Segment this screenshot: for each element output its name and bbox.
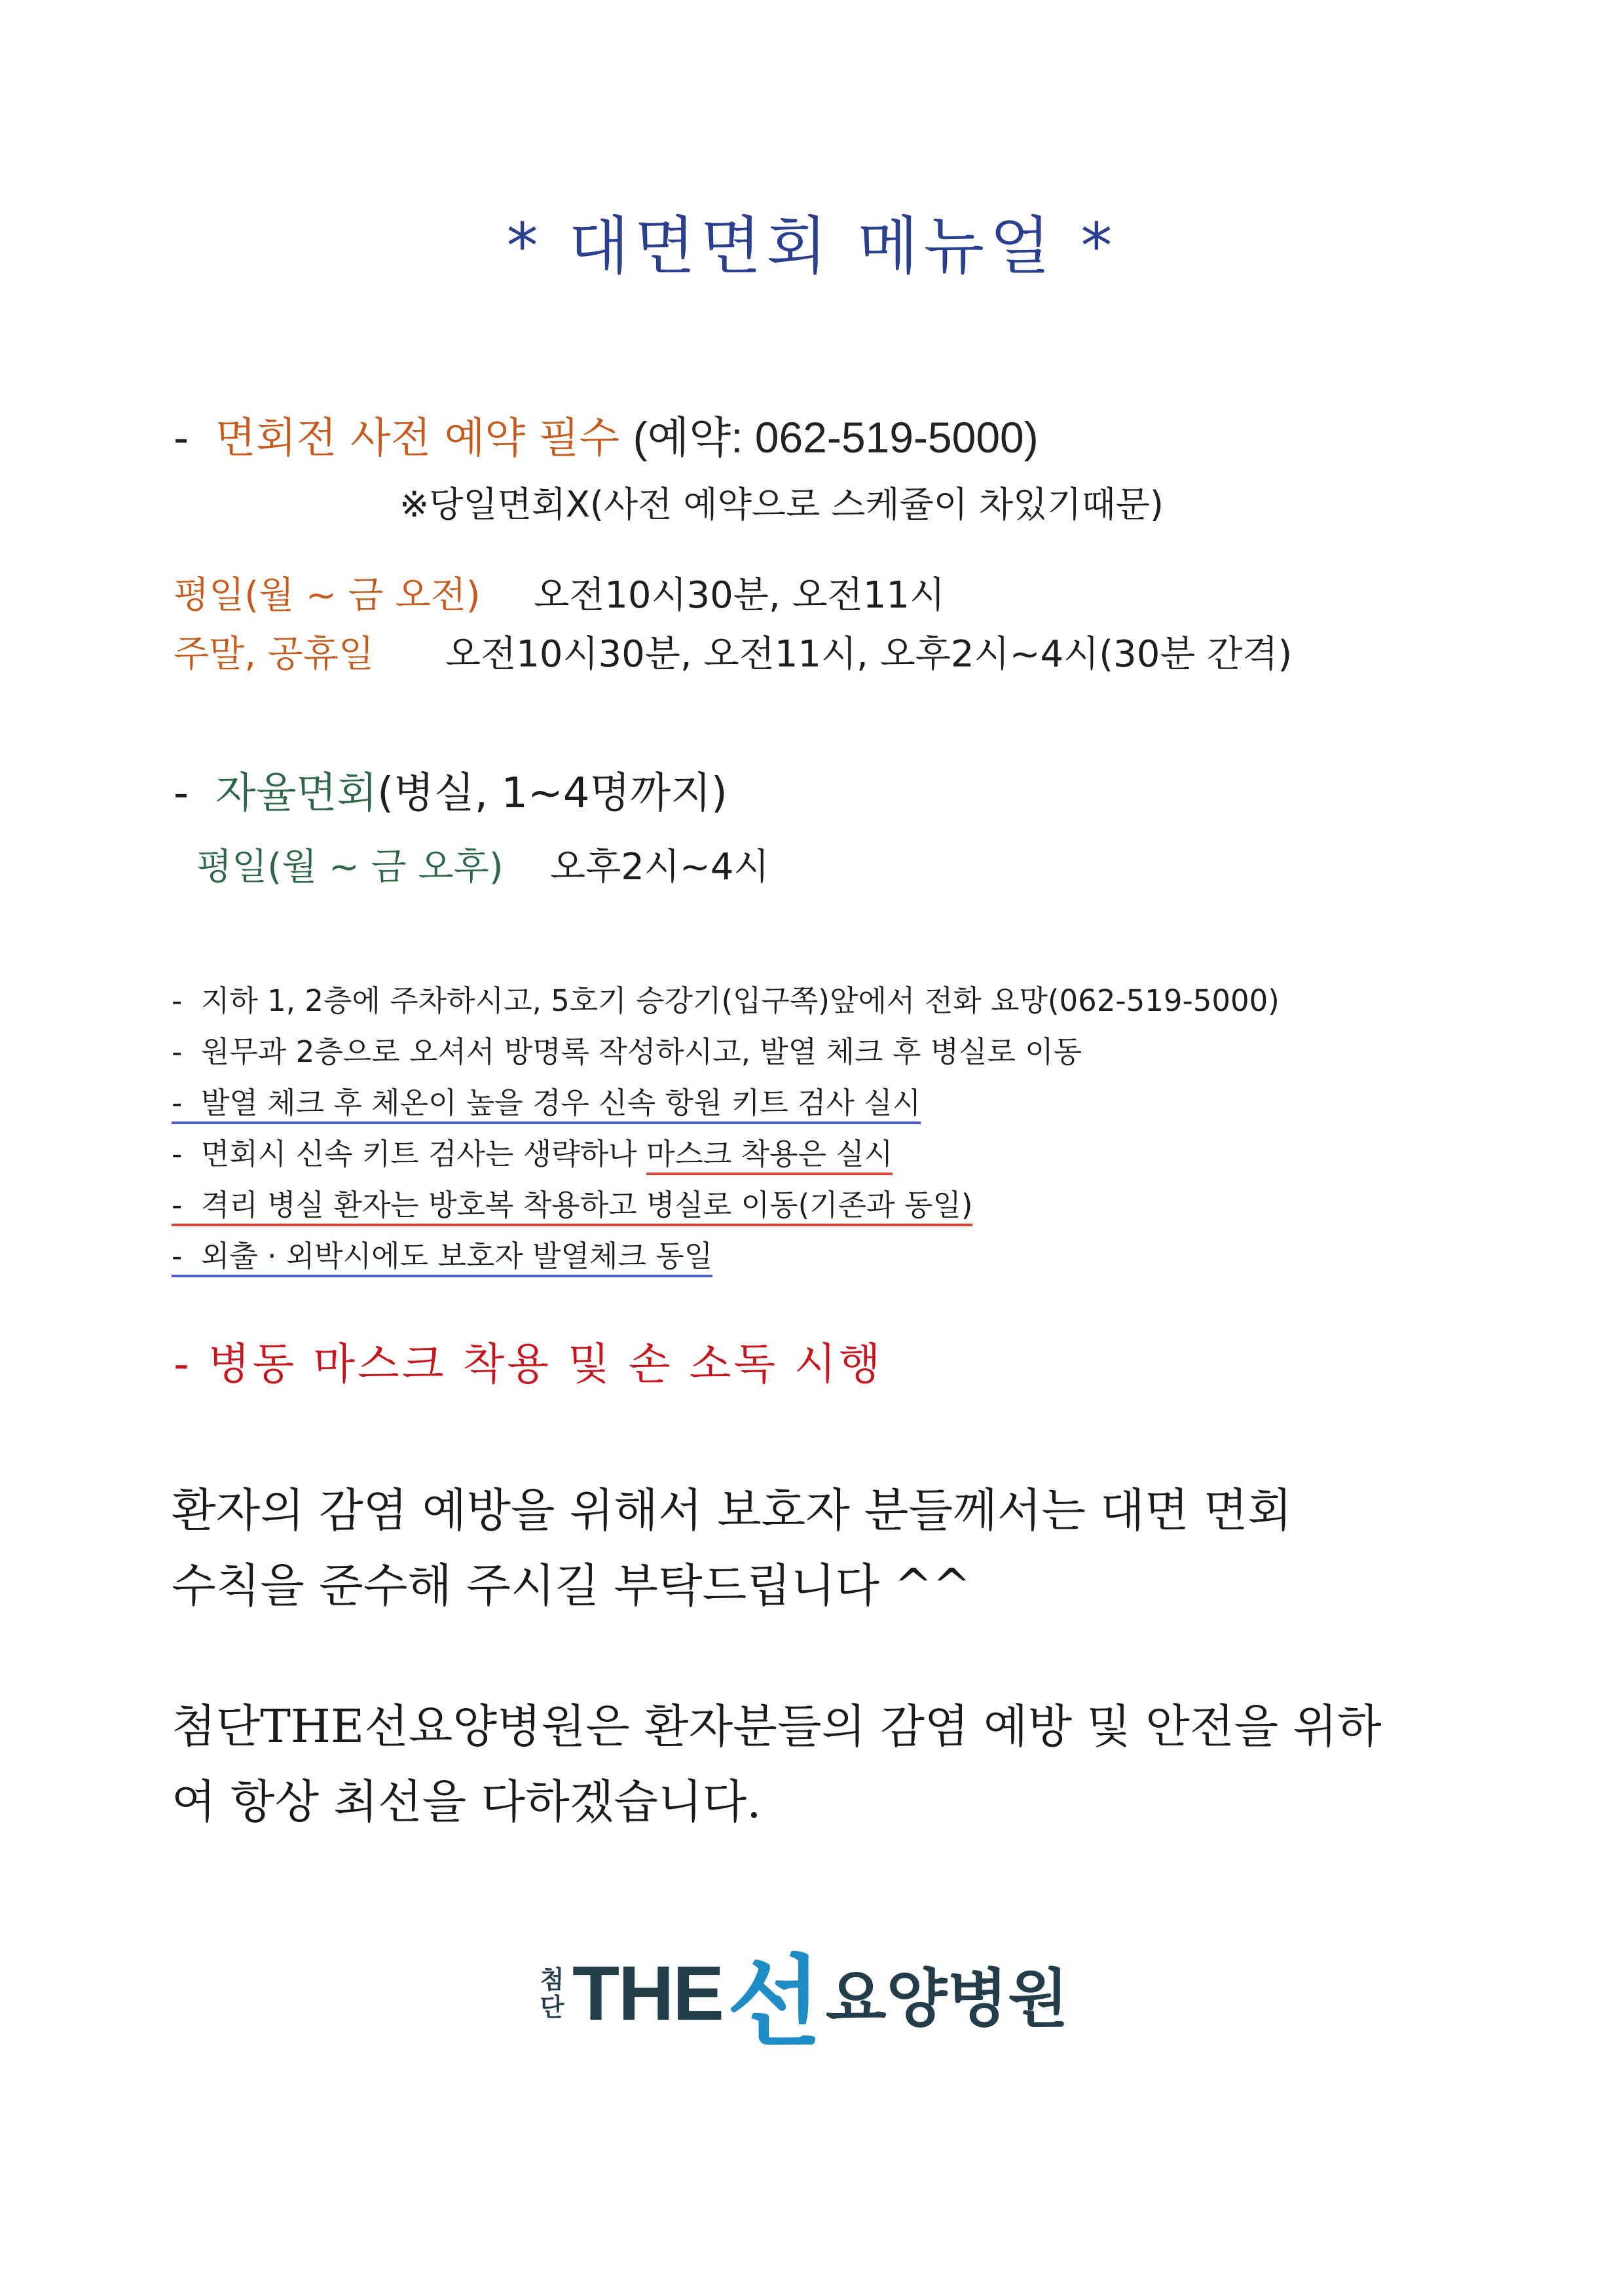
dash: - bbox=[174, 769, 189, 818]
request-paragraph: 환자의 감염 예방을 위해서 보호자 분들께서는 대면 면회 수칙을 준수해 주시길 부탁드립니다 ^^ bbox=[172, 1484, 1293, 1613]
dash: - bbox=[174, 414, 189, 463]
hospital-logo bbox=[537, 1941, 1069, 2060]
list-item: - 외출 · 외박시에도 보호자 발열체크 동일 bbox=[172, 1231, 1280, 1282]
reservation-phone: (예약: 062-519-5000) bbox=[633, 413, 1039, 462]
list-item: - 면회시 신속 키트 검사는 생략하나 마스크 착용은 실시 bbox=[172, 1129, 1280, 1180]
note-text: 지하 1, 2층에 주차하시고, 5호기 승강기(입구쪽)앞에서 전화 요망(062-519-5000) bbox=[200, 983, 1280, 1018]
weekday-afternoon-times: 오후2시~4시 bbox=[550, 846, 769, 888]
page-title: * 대면면회 메뉴얼 * bbox=[506, 210, 1118, 283]
list-item: - 발열 체크 후 체온이 높을 경우 신속 항원 키트 검사 실시 bbox=[172, 1078, 1280, 1129]
logo-the: THE bbox=[572, 1950, 723, 2037]
weekday-morning-times: 오전10시30분, 오전11시 bbox=[534, 574, 946, 617]
note-highlight: 마스크 착용은 실시 bbox=[646, 1137, 893, 1175]
weekday-afternoon-label: 평일(월 ~ 금 오후) bbox=[196, 846, 504, 888]
weekend-label: 주말, 공휴일 bbox=[174, 633, 375, 676]
list-item: - 격리 병실 환자는 방호복 착용하고 병실로 이동(기존과 동일) bbox=[172, 1180, 1280, 1231]
note-text: 면회시 신속 키트 검사는 생략하나 bbox=[200, 1137, 646, 1171]
free-visit-detail: (병실, 1~4명까지) bbox=[377, 769, 728, 818]
logo-small-text: 첨 단 bbox=[540, 1965, 564, 2022]
free-visit-label: 자율면회 bbox=[215, 769, 378, 818]
reservation-required-label: 면회전 사전 예약 필수 bbox=[215, 414, 620, 463]
note-text: 격리 병실 환자는 방호복 착용하고 병실로 이동(기존과 동일) bbox=[200, 1188, 973, 1222]
logo-rest: 요양병원 bbox=[825, 1961, 1069, 2035]
weekend-times: 오전10시30분, 오전11시, 오후2시~4시(30분 간격) bbox=[445, 633, 1293, 676]
reservation-heading bbox=[174, 403, 1039, 465]
notes-list bbox=[172, 975, 1280, 1282]
weekend-row bbox=[174, 625, 1292, 678]
logo-seon: 선 bbox=[727, 1946, 822, 2060]
free-visit-heading bbox=[174, 759, 728, 820]
weekday-afternoon-row bbox=[196, 838, 769, 890]
mask-hand-sanitize-heading: - 병동 마스크 착용 및 손 소독 시행 bbox=[174, 1339, 883, 1389]
note-text: 원무과 2층으로 오셔서 방명록 작성하시고, 발열 체크 후 병실로 이동 bbox=[200, 1034, 1082, 1069]
list-item: - 원무과 2층으로 오셔서 방명록 작성하시고, 발열 체크 후 병실로 이동 bbox=[172, 1034, 1082, 1069]
note-text: 발열 체크 후 체온이 높을 경우 신속 항원 키트 검사 실시 bbox=[200, 1085, 921, 1120]
note-text: 외출 · 외박시에도 보호자 발열체크 동일 bbox=[200, 1239, 713, 1273]
hospital-statement-paragraph: 첨단THE선요양병원은 환자분들의 감염 예방 및 안전을 위하 여 항상 최선을 다하겠습니다. bbox=[172, 1700, 1382, 1829]
weekday-morning-row bbox=[174, 566, 945, 619]
same-day-note: ※당일면회X(사전 예약으로 스케쥴이 차있기때문) bbox=[399, 484, 1164, 525]
weekday-morning-label: 평일(월 ~ 금 오전) bbox=[174, 574, 481, 617]
list-item: - 지하 1, 2층에 주차하시고, 5호기 승강기(입구쪽)앞에서 전화 요망(062-519-5000) bbox=[172, 983, 1280, 1018]
